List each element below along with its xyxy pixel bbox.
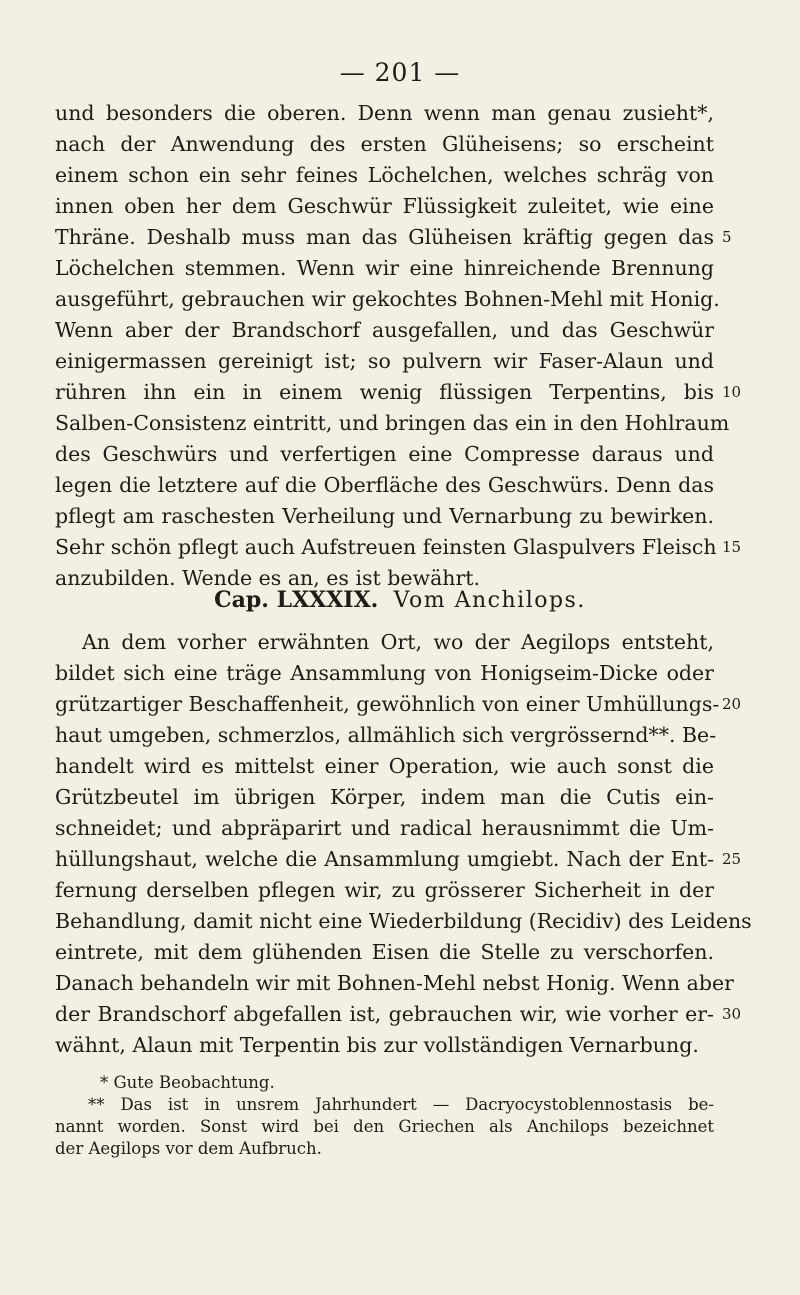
text-line: der Brandschorf abgefallen ist, gebrauchen wir, wie vorher er- — [55, 1002, 714, 1026]
text-line: hüllungshaut, welche die Ansammlung umgiebt. Nach der Ent- — [55, 847, 714, 871]
text-line: nach der Anwendung des ersten Glüheisens; so erscheint — [55, 132, 714, 156]
chapter-number: Cap. LXXXIX. — [214, 587, 379, 613]
text-line: einigermassen gereinigt ist; so pulvern wir Faser-Alaun und — [55, 349, 714, 373]
text-line: wähnt, Alaun mit Terpentin bis zur vollständigen Vernarbung. — [55, 1033, 699, 1057]
margin-line-number: 25 — [722, 850, 742, 868]
margin-line-number: 10 — [722, 383, 742, 401]
margin-line-number: 15 — [722, 538, 742, 556]
text-line: anzubilden. Wende es an, es ist bewährt. — [55, 566, 481, 590]
text-line: Wenn aber der Brandschorf ausgefallen, und das Geschwür — [55, 318, 714, 342]
text-line: Danach behandeln wir mit Bohnen-Mehl nebst Honig. Wenn aber — [55, 971, 734, 995]
page-number: — 201 — — [339, 58, 461, 87]
text-line: des Geschwürs und verfertigen eine Compresse daraus und — [55, 442, 714, 466]
text-line: schneidet; und abpräparirt und radical herausnimmt die Um- — [55, 816, 714, 840]
text-line: Löchelchen stemmen. Wenn wir eine hinreichende Brennung — [55, 256, 714, 280]
text-line: haut umgeben, schmerzlos, allmählich sich vergrössernd**. Be- — [55, 723, 717, 747]
text-line: fernung derselben pflegen wir, zu grösserer Sicherheit in der — [55, 878, 714, 902]
chapter-heading — [0, 585, 800, 616]
text-line: ausgeführt, gebrauchen wir gekochtes Bohnen-Mehl mit Honig. — [55, 287, 720, 311]
text-line: und besonders die oberen. Denn wenn man genau zusieht*, — [55, 101, 714, 125]
margin-line-number: 30 — [722, 1005, 742, 1023]
footnote: * Gute Beobachtung. — [100, 1073, 275, 1092]
text-line: bildet sich eine träge Ansammlung von Honigseim-Dicke oder — [55, 661, 714, 685]
text-line: Salben-Consistenz eintritt, und bringen das ein in den Hohlraum — [55, 411, 730, 435]
text-line: Thräne. Deshalb muss man das Glüheisen kräftig gegen das — [55, 225, 714, 249]
text-line: eintrete, mit dem glühenden Eisen die Stelle zu verschorfen. — [55, 940, 714, 964]
text-line: rühren ihn ein in einem wenig flüssigen Terpentins, bis — [55, 380, 714, 404]
text-line: einem schon ein sehr feines Löchelchen, welches schräg von — [55, 163, 714, 187]
chapter-title: Vom Anchilops. — [393, 588, 586, 613]
text-line: Behandlung, damit nicht eine Wiederbildung (Recidiv) des Leidens — [55, 909, 752, 933]
footnote: der Aegilops vor dem Aufbruch. — [55, 1139, 322, 1158]
margin-line-number: 5 — [722, 228, 732, 246]
text-line: Sehr schön pflegt auch Aufstreuen feinsten Glaspulvers Fleisch — [55, 535, 717, 559]
text-line: innen oben her dem Geschwür Flüssigkeit zuleitet, wie eine — [55, 194, 714, 218]
footnote: nannt worden. Sonst wird bei den Griechen als Anchilops bezeichnet — [55, 1117, 714, 1136]
text-line: legen die letztere auf die Oberfläche des Geschwürs. Denn das — [55, 473, 714, 497]
text-line: An dem vorher erwähnten Ort, wo der Aegilops entsteht, — [82, 630, 714, 654]
text-line: handelt wird es mittelst einer Operation, wie auch sonst die — [55, 754, 714, 778]
text-line: pflegt am raschesten Verheilung und Vernarbung zu bewirken. — [55, 504, 714, 528]
margin-line-number: 20 — [722, 695, 742, 713]
footnote: ** Das ist in unsrem Jahrhundert — Dacryocystoblennostasis be- — [88, 1095, 714, 1114]
text-line: Grützbeutel im übrigen Körper, indem man die Cutis ein- — [55, 785, 714, 809]
text-line: grützartiger Beschaffenheit, gewöhnlich von einer Umhüllungs- — [55, 692, 720, 716]
